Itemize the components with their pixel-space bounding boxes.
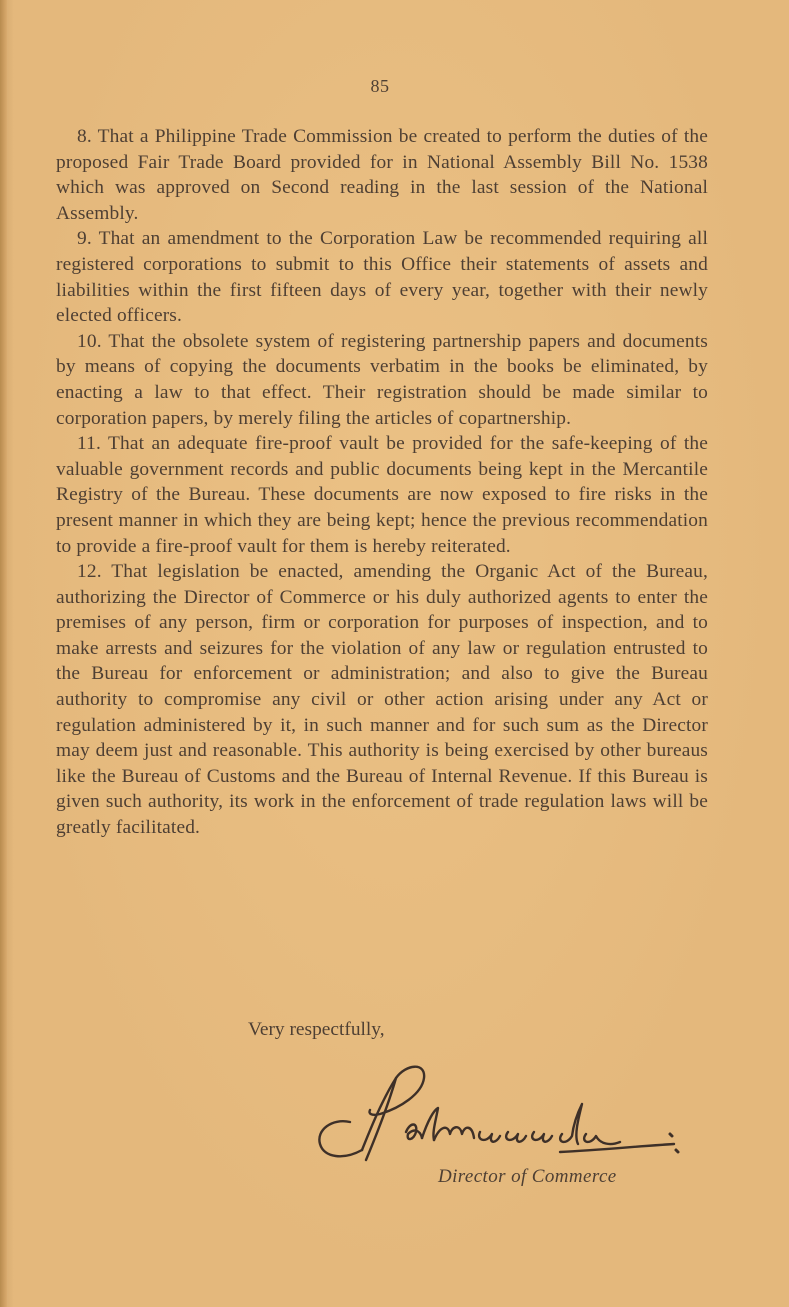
recommendations-body xyxy=(56,124,708,841)
paragraph-8: 8. That a Philippine Trade Commission be created to perform the duties of the proposed Fair Trade Board provided for in National Assembly Bill No. 1538 which was approved on Second reading in the last session of the National Assembly. xyxy=(56,126,708,224)
paragraph-10: 10. That the obsolete system of registering partnership papers and documents by means of copying the documents verbatim in the books be eliminated, by enacting a law to that effect. Their registration should be made similar to corporation papers, by merely filing the articles of copartnership. xyxy=(56,330,708,429)
closing-salutation: Very respectfully, xyxy=(248,1019,385,1040)
paragraph-11: 11. That an adequate fire-proof vault be provided for the safe-keeping of the valuable government records and public documents being kept in the Mercantile Registry of the Bureau. These documents are now exposed to fire risks in the present manner in which they are being kept; hence the previous recommendation to provide a fire-proof vault for them is hereby reiterated. xyxy=(56,433,708,557)
signature-drawing xyxy=(310,1060,690,1170)
handwritten-signature xyxy=(310,1060,690,1170)
paragraph-9: 9. That an amendment to the Corporation Law be recommended requiring all registered corporations to submit to this Office their statements of assets and liabilities within the first fifteen days of every year, together with their newly elected officers. xyxy=(56,228,708,327)
signer-title: Director of Commerce xyxy=(438,1166,617,1187)
page-number: 85 xyxy=(370,76,390,96)
page-binding-edge xyxy=(0,0,7,1307)
paragraph-12: 12. That legislation be enacted, amending the Organic Act of the Bureau, authorizing the Director of Commerce or his duly authorized agents to enter the premises of any person, firm or corporation for purposes of inspection, and to make arrests and seizures for the violation of any law or regulation entrusted to the Bureau for enforcement or administration; and also to give the Bureau authority to compromise any civil or other action arising under any Act or regulation administered by it, in such manner and for such sum as the Director may deem just and reasonable. This authority is being exercised by other bureaus like the Bureau of Customs and the Bureau of Internal Revenue. If this Bureau is given such authority, its work in the enforcement of trade regulation laws will be greatly facilitated. xyxy=(56,561,708,839)
